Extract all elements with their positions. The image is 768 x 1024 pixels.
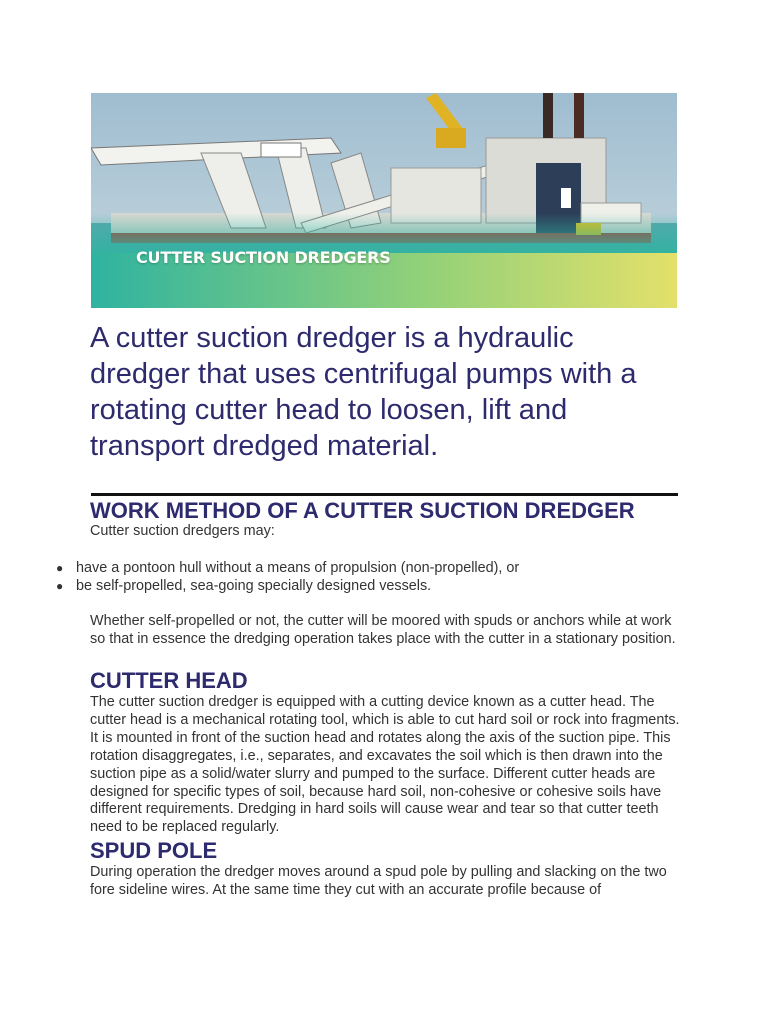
cutter-head-heading: CUTTER HEAD (90, 668, 248, 693)
list-item-text: have a pontoon hull without a means of propulsion (non-propelled), or (76, 560, 520, 576)
cutter-head-paragraph: The cutter suction dredger is equipped with a cutting device known as a cutter head. The cutter head is a mechanical rotating tool, which is able to cut hard soil or rock into fragments. It is mounted in front of the suction head and rotates along the axis of the suction pipe. This rotation disaggregates, i.e., separates, and excavates the soil which is then drawn into the suction pipe as a solid/water slurry and pumped to the surface. Different cutter heads are designed for specific types of soil, because hard soil, non-cohesive or cohesive soils have different requirements. Dredging in hard soils will cause wear and tear so that cutter teeth need to be replaced regularly. (90, 694, 680, 836)
section-divider (91, 493, 678, 496)
list-item (56, 577, 519, 595)
spud-pole-heading: SPUD POLE (90, 838, 218, 863)
bullet-icon: ● (56, 561, 64, 575)
dredger-illustration (91, 93, 677, 308)
banner-caption: CUTTER SUCTION DREDGERS (136, 248, 391, 267)
spud-pole-paragraph: During operation the dredger moves around a spud pole by pulling and slacking on the two fore sideline wires. At the same time they cut with an accurate profile because of (90, 864, 667, 898)
work-method-heading: WORK METHOD OF A CUTTER SUCTION DREDGER (90, 498, 635, 523)
banner-image (91, 93, 677, 308)
list-item (56, 559, 519, 577)
list-item-text: be self-propelled, sea-going specially designed vessels. (76, 578, 432, 594)
work-method-paragraph: Whether self-propelled or not, the cutter will be moored with spuds or anchors while at work so that in essence the dredging operation takes place with the cutter in a stationary position. (90, 613, 676, 647)
work-method-intro: Cutter suction dredgers may: (90, 523, 275, 539)
bullet-icon: ● (56, 579, 64, 593)
work-method-list (56, 559, 519, 595)
lead-paragraph: A cutter suction dredger is a hydraulic dredger that uses centrifugal pumps with a rotating cutter head to loosen, lift and transport dredged material. (90, 322, 637, 462)
